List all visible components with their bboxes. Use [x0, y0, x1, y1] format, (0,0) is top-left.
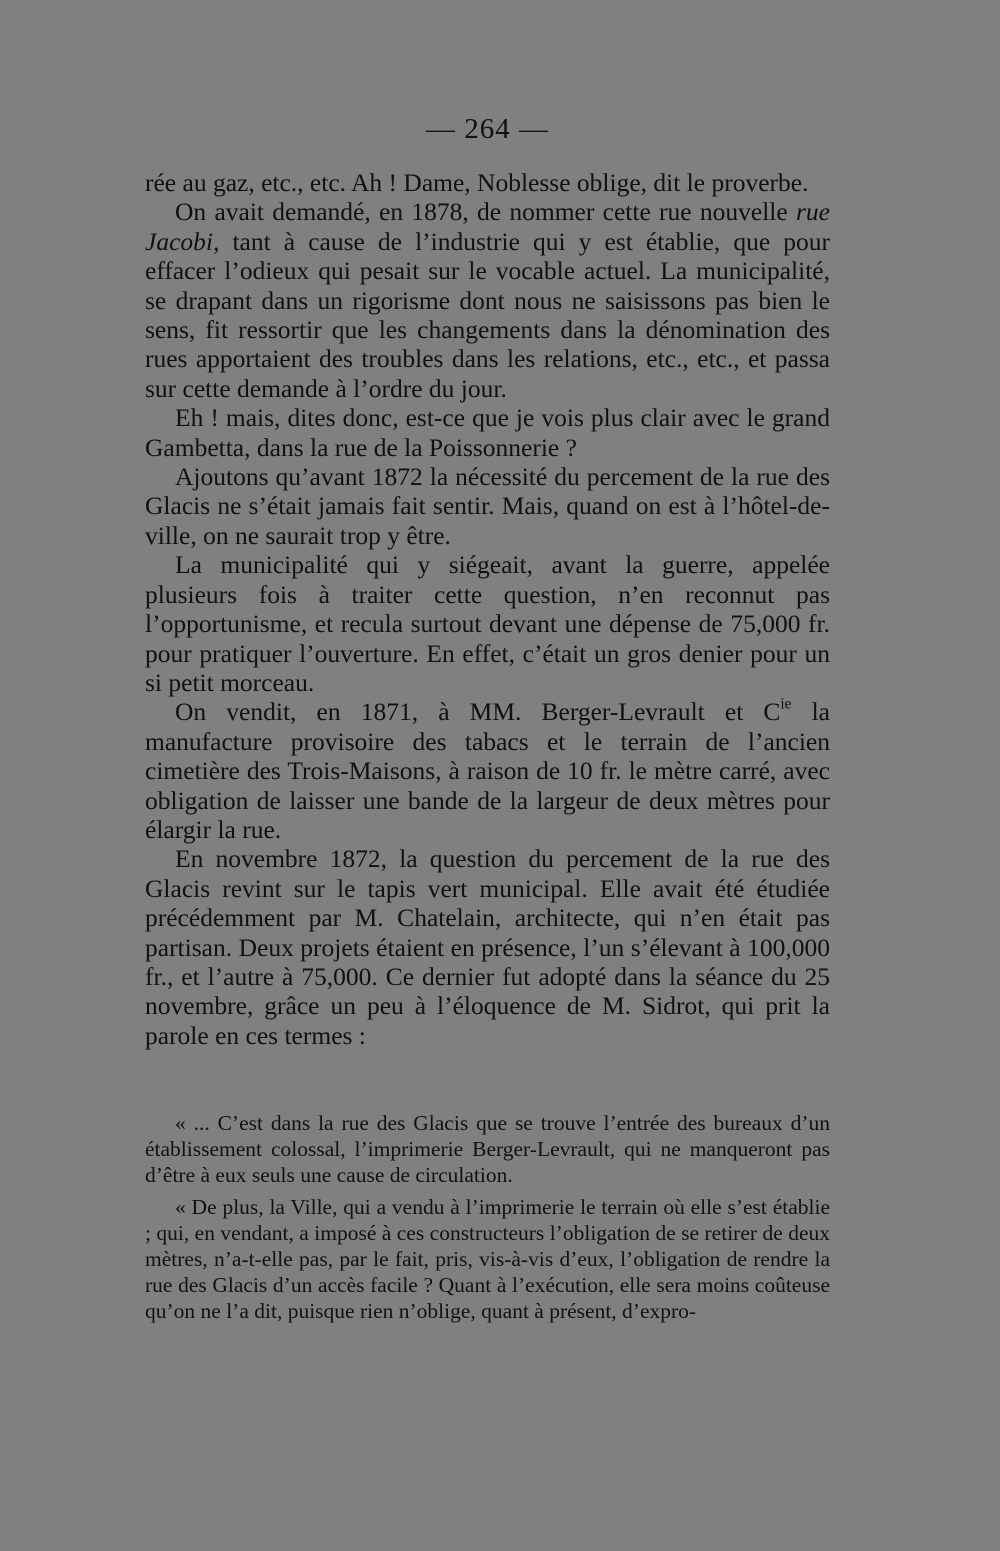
paragraph-continued: rée au gaz, etc., etc. Ah ! Dame, Noblesse oblige, dit le proverbe. — [145, 168, 809, 197]
paragraph-percement: Ajoutons qu’avant 1872 la nécessité du percement de la rue des Glacis ne s’était jamais fait sentir. Mais, quand on est à l’hôtel-de-ville, on ne saurait trop y être. — [145, 462, 830, 550]
superscript-text: ie — [780, 695, 792, 713]
quote-paragraph: « ... C’est dans la rue des Glacis que se trouve l’entrée des bureaux d’un établissement colossal, l’imprimerie Berger-Levrault, qui ne manqueront pas d’être à eux seuls une cause de circulation. — [145, 1111, 830, 1188]
quotation-block — [145, 1110, 830, 1330]
paragraph-novembre: En novembre 1872, la question du percement de la rue des Glacis revint sur le tapis vert municipal. Elle avait été étudiée précédemment par M. Chatelain, architecte, qui n’en était pas partisan. Deux projets étaient en présence, l’un s’élevant à 100,000 fr., et l’autre à 75,000. Ce dernier fut adopté dans la séance du 25 novembre, grâce un peu à l’éloquence de M. Sidrot, qui prit la parole en ces termes : — [145, 844, 830, 1050]
body-text — [145, 168, 830, 1050]
paragraph-rue-jacobi — [145, 197, 830, 403]
quote-paragraph: « De plus, la Ville, qui a vendu à l’imprimerie le terrain où elle s’est établie ; qui, en vendant, a imposé à ces constructeurs l’obligation de se retirer de deux mètres, n’a-t-elle pas, par le fait, pris, vis-à-vis d’eux, l’obligation de rendre la rue des Glacis d’un accès facile ? Quant à l’exécution, elle sera moins coûteuse qu’on ne l’a dit, puisque rien n’oblige, quant à présent, d’expro- — [145, 1194, 830, 1324]
page-number: — 264 — — [426, 113, 549, 145]
text-span: tant à cause de l’industrie qui y est établie, que pour effacer l’odieux qui pesait sur le vocable actuel. La municipalité, se drapant dans un rigorisme dont nous ne saisissons pas bien le sens, fit ressortir que les changements dans la dénomination des rues apportaient des troubles dans les relations, etc., etc., et passa sur cette demande à l’ordre du jour. — [145, 226, 830, 403]
italic-text: rue Jacobi, — [145, 197, 830, 256]
paragraph-vente — [145, 697, 830, 844]
text-span: On vendit, en 1871, à MM. Berger-Levrault et C — [175, 697, 781, 727]
paragraph-gambetta: Eh ! mais, dites donc, est-ce que je vois plus clair avec le grand Gambetta, dans la rue de la Poissonnerie ? — [145, 403, 830, 462]
paragraph-municipalite: La municipalité qui y siégeait, avant la guerre, appelée plusieurs fois à traiter cette question, n’en reconnut pas l’opportunisme, et recula surtout devant une dépense de 75,000 fr. pour pratiquer l’ouverture. En effet, c’était un gros denier pour un si petit morceau. — [145, 550, 830, 697]
text-span: On avait demandé, en 1878, de nommer cette rue nouvelle — [175, 197, 796, 227]
text-span: la manufacture provisoire des tabacs et le terrain de l’ancien cimetière des Trois-Maisons, à raison de 10 fr. le mètre carré, avec obligation de laisser une bande de la largeur de deux mètres pour élargir la rue. — [145, 697, 830, 844]
